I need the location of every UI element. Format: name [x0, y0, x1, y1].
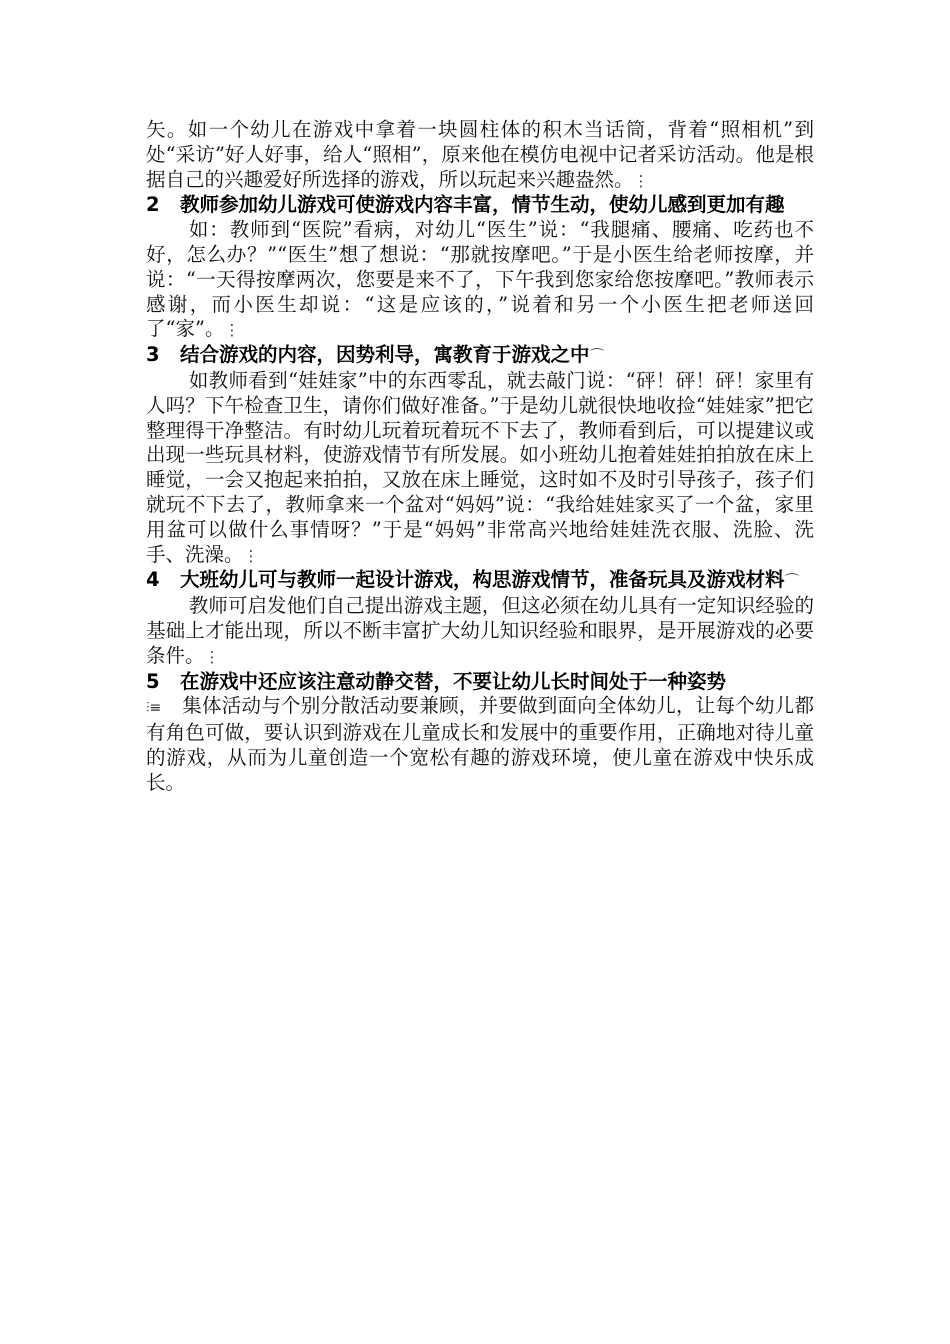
section-heading-text: 大班幼儿可与教师一起设计游戏，构思游戏情节，准备玩具及游戏材料: [180, 568, 785, 592]
paragraph-mark: ⋮: [243, 546, 259, 565]
paragraph-mark: ⋮: [633, 171, 649, 190]
section-heading-3: [146, 343, 814, 369]
intro-text: 矢。如一个幼儿在游戏中拿着一块圆柱体的积木当话筒，背着“照相机”到处“采访”好人好事，给人“照相”，原来他在模仿电视中记者采访活动。他是根据自己的兴趣爱好所选择的游戏，所以玩起来兴趣盎然。: [146, 118, 814, 191]
section-number: 3: [146, 343, 160, 367]
section-body-2: [146, 218, 814, 343]
lead-mark: ⫶≡: [146, 700, 162, 717]
section-heading-2: [146, 193, 814, 218]
section-body-text: 如教师看到“娃娃家”中的东西零乱，就去敲门说：“砰！砰！砰！家里有人吗？下午检查卫生，请你们做好准备。”于是幼儿就很快地收捡“娃娃家”把它整理得干净整洁。有时幼儿玩着玩着玩不下去了，教师看到后，可以提建议或出现一些玩具材料，使游戏情节有所发展。如小班幼儿抱着娃娃拍拍放在床上睡觉，一会又抱起来拍拍，又放在床上睡觉，这时如不及时引导孩子，孩子们就玩不下去了，教师拿来一个盆对“妈妈”说：“我给娃娃家买了一个盆，家里用盆可以做什么事情呀？”于是“妈妈”非常高兴地给娃娃洗衣服、洗脸、洗手、洗澡。: [146, 368, 814, 566]
section-body-4: [146, 594, 814, 669]
section-heading-4: [146, 568, 814, 594]
section-heading-5: [146, 670, 814, 695]
section-body-5: [146, 694, 814, 795]
heading-mark: ⌒: [589, 347, 605, 366]
section-number: 5: [146, 669, 160, 693]
section-heading-text: 结合游戏的内容，因势利导，寓教育于游戏之中: [180, 343, 590, 367]
section-body-text: 教师可启发他们自己提出游戏主题，但这必须在幼儿具有一定知识经验的基础上才能出现，所以不断丰富扩大幼儿知识经验和眼界，是开展游戏的必要条件。: [146, 594, 814, 667]
document-page: [146, 118, 814, 796]
paragraph-mark: ⋮: [204, 647, 220, 666]
section-body-text: 集体活动与个别分散活动要兼顾，并要做到面向全体幼儿，让每个幼儿都有角色可做，要认识到游戏在儿童成长和发展中的重要作用，正确地对待儿童的游戏，从而为儿童创造一个宽松有趣的游戏环境，使儿童在游戏中快乐成长。: [146, 694, 814, 794]
section-body-3: [146, 369, 814, 568]
section-number: 4: [146, 568, 160, 592]
section-number: 2: [146, 193, 160, 217]
section-heading-text: 在游戏中还应该注意动静交替，不要让幼儿长时间处于一种姿势: [180, 669, 727, 693]
paragraph-mark: ⋮: [224, 321, 240, 340]
intro-paragraph: [146, 118, 814, 193]
section-body-text: 如：教师到“医院”看病，对幼儿“医生”说：“我腿痛、腰痛、吃药也不好，怎么办？”“医生”想了想说：“那就按摩吧。”于是小医生给老师按摩，并说：“一天得按摩两次，您要是来不了，下午我到您家给您按摩吧。”教师表示感谢，而小医生却说：“这是应该的，”说着和另一个小医生把老师送回了“家”。: [146, 218, 814, 341]
heading-mark: ⌒: [784, 572, 800, 591]
section-heading-text: 教师参加幼儿游戏可使游戏内容丰富，情节生动，使幼儿感到更加有趣: [180, 193, 785, 217]
